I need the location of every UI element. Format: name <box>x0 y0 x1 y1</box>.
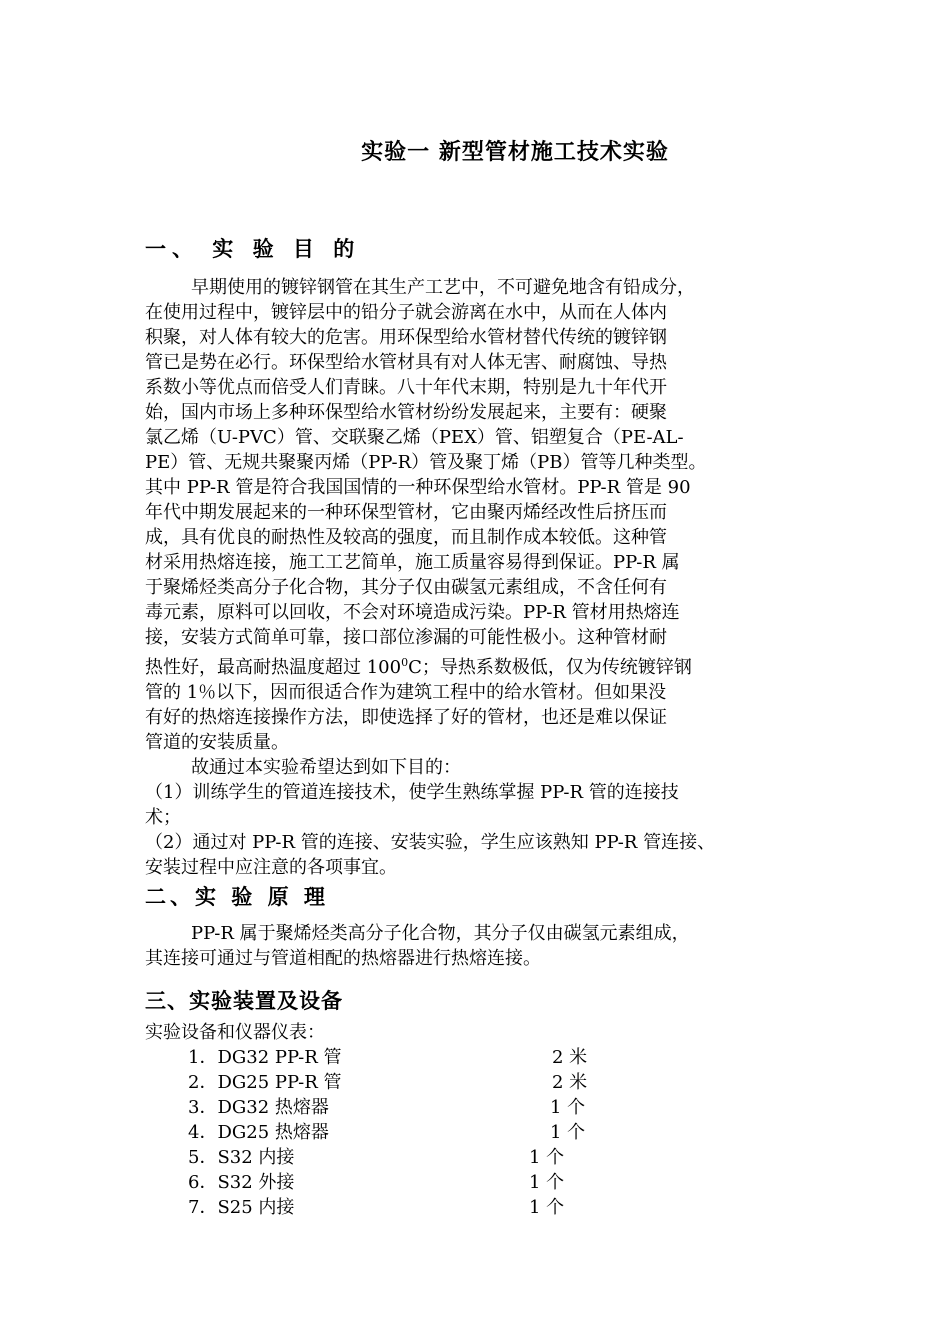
paragraph-line: 氯乙烯（U-PVC）管、交联聚乙烯（PEX）管、铝塑复合（PE-AL- <box>145 427 684 448</box>
equipment-quantity: 1 个 <box>529 1147 565 1168</box>
equipment-intro: 实验设备和仪器仪表： <box>145 1022 325 1043</box>
section-heading-equipment: 三、实验装置及设备 <box>145 989 343 1013</box>
goal-item: （2）通过对 PP-R 管的连接、安装实验，学生应该熟知 PP-R 管连接、 <box>145 832 716 853</box>
document-title: 实验一 新型管材施工技术实验 <box>361 140 669 165</box>
equipment-name: 3．DG32 热熔器 <box>188 1097 329 1118</box>
paragraph-line: PE）管、无规共聚聚丙烯（PP-R）管及聚丁烯（PB）管等几种类型。 <box>145 452 707 473</box>
equipment-quantity: 1 个 <box>550 1097 586 1118</box>
paragraph-line: 管已是势在必行。环保型给水管材具有对人体无害、耐腐蚀、导热 <box>145 352 667 373</box>
paragraph-line: PP-R 属于聚烯烃类高分子化合物，其分子仅由碳氢元素组成， <box>191 923 690 944</box>
paragraph-line: 其中 PP-R 管是符合我国国情的一种环保型给水管材。PP-R 管是 90 <box>145 477 691 498</box>
list-item <box>188 1120 608 1145</box>
equipment-name: 1．DG32 PP-R 管 <box>188 1047 342 1068</box>
line-text: C；导热系数极低，仅为传统镀锌钢 <box>408 657 692 678</box>
goal-item: 安装过程中应注意的各项事宜。 <box>145 857 397 878</box>
list-item <box>188 1045 608 1070</box>
principle-paragraph <box>145 921 825 971</box>
equipment-list <box>188 1045 608 1220</box>
list-item <box>188 1095 608 1120</box>
equipment-name: 7．S25 内接 <box>188 1197 295 1218</box>
paragraph-line <box>145 650 825 680</box>
list-item <box>188 1170 608 1195</box>
paragraph-line: 系数小等优点而倍受人们青睐。八十年代末期，特别是九十年代开 <box>145 377 667 398</box>
list-item <box>188 1070 608 1095</box>
paragraph-line: 毒元素，原料可以回收，不会对环境造成污染。PP-R 管材用热熔连 <box>145 602 680 623</box>
equipment-quantity: 1 个 <box>550 1122 586 1143</box>
paragraph-line: 在使用过程中，镀锌层中的铅分子就会游离在水中，从而在人体内 <box>145 302 667 323</box>
list-item <box>188 1195 608 1220</box>
equipment-quantity: 1 个 <box>529 1197 565 1218</box>
paragraph-line: 年代中期发展起来的一种环保型管材，它由聚丙烯经改性后挤压而 <box>145 502 667 523</box>
paragraph-line: 材采用热熔连接，施工工艺简单，施工质量容易得到保证。PP-R 属 <box>145 552 680 573</box>
equipment-name: 2．DG25 PP-R 管 <box>188 1072 342 1093</box>
goal-item: 术； <box>145 807 181 828</box>
equipment-name: 5．S32 内接 <box>188 1147 295 1168</box>
equipment-name: 4．DG25 热熔器 <box>188 1122 329 1143</box>
paragraph-line: 早期使用的镀锌钢管在其生产工艺中，不可避免地含有铅成分， <box>191 277 695 298</box>
goals-intro: 故通过本实验希望达到如下目的： <box>191 757 461 778</box>
equipment-quantity: 2 米 <box>552 1047 588 1068</box>
degree-superscript: 0 <box>401 656 409 669</box>
paragraph-line: 有好的热熔连接操作方法，即使选择了好的管材，也还是难以保证 <box>145 707 667 728</box>
paragraph-line: 始，国内市场上多种环保型给水管材纷纷发展起来，主要有：硬聚 <box>145 402 667 423</box>
goal-item: （1）训练学生的管道连接技术，使学生熟练掌握 PP-R 管的连接技 <box>145 782 679 803</box>
paragraph-line: 其连接可通过与管道相配的热熔器进行热熔连接。 <box>145 948 541 969</box>
paragraph-line: 积聚，对人体有较大的危害。用环保型给水管材替代传统的镀锌钢 <box>145 327 667 348</box>
paragraph-line: 管道的安装质量。 <box>145 732 289 753</box>
paragraph-line: 管的 1％以下，因而很适合作为建筑工程中的给水管材。但如果没 <box>145 682 667 703</box>
purpose-paragraph <box>145 275 825 880</box>
section-heading-principle: 二、实 验 原 理 <box>145 885 329 909</box>
equipment-quantity: 1 个 <box>529 1172 565 1193</box>
section-heading-purpose: 一、 实 验 目 的 <box>145 237 361 261</box>
line-text: 热性好，最高耐热温度超过 100 <box>145 657 402 678</box>
paragraph-line: 接，安装方式简单可靠，接口部位渗漏的可能性极小。这种管材耐 <box>145 627 667 648</box>
paragraph-line: 于聚烯烃类高分子化合物，其分子仅由碳氢元素组成，不含任何有 <box>145 577 667 598</box>
paragraph-line: 成，具有优良的耐热性及较高的强度，而且制作成本较低。这种管 <box>145 527 667 548</box>
list-item <box>188 1145 608 1170</box>
equipment-name: 6．S32 外接 <box>188 1172 295 1193</box>
equipment-quantity: 2 米 <box>552 1072 588 1093</box>
